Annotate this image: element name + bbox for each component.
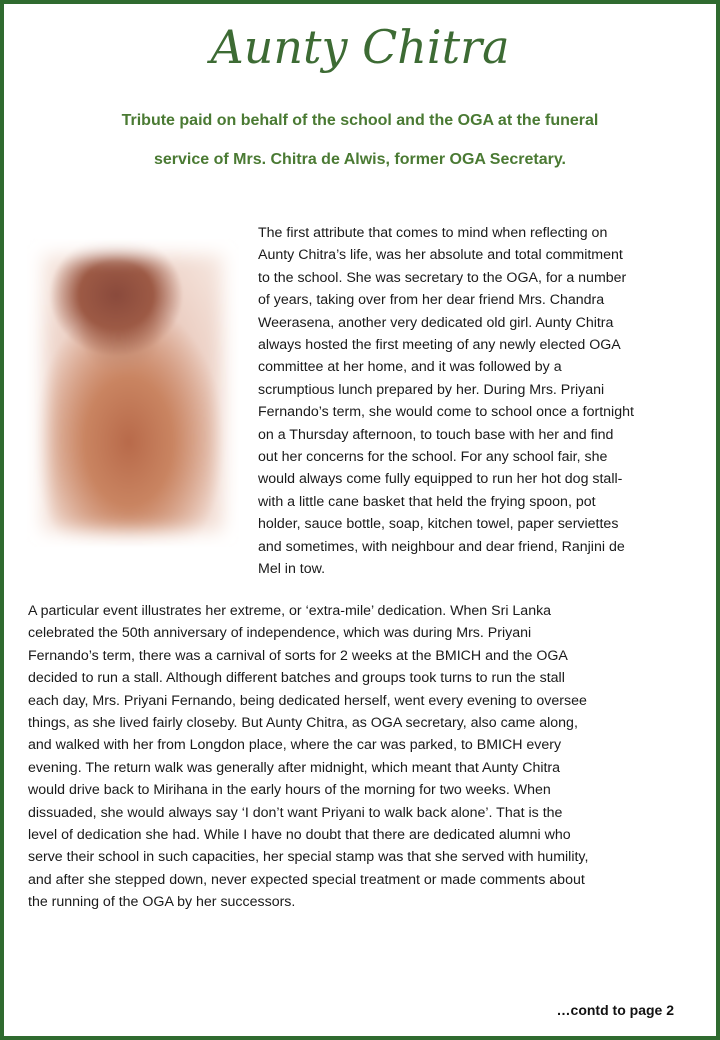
tribute-paragraph-2: A particular event illustrates her extreme, or ‘extra-mile’ dedication. When Sri Lanka celebrated the 50th anniversary of independence, which was during Mrs. Priyani Fernando’s term, there was a carnival of sorts for 2 weeks at the BMICH and the OGA decided to run a stall. Although different batches and groups took turns to run the stall each day, Mrs. Priyani Fernando, being dedicated herself, went every evening to oversee things, as she lived fairly closeby. But Aunty Chitra, as OGA secretary, also came along, and walked with her from Longdon place, where the car was parked, to BMICH every evening. The return walk was generally after midnight, which meant that Aunty Chitra would drive back to Mirihana in the early hours of the morning for two weeks. When dissuaded, she would always say ‘I don’t want Priyani to walk back alone’. That is the level of dedication she had. While I have no doubt that there are dedicated alumni who serve their school in such capacities, her special stamp was that she served with humility, and after she stepped down, never expected special treatment or made comments about the running of the OGA by her successors. <box>28 603 589 911</box>
tribute-paragraph-1: The first attribute that comes to mind when reflecting on Aunty Chitra’s life, was her absolute and total commitment to the school. She was secretary to the OGA, for a number of years, taking over from her dear friend Mrs. Chandra Weerasena, another very dedicated old girl. Aunty Chitra always hosted the first meeting of any newly elected OGA committee at her home, and it was followed by a scrumptious lunch prepared by her. During Mrs. Priyani Fernando’s term, she would come to school once a fortnight on a Thursday afternoon, to touch base with her and find out her concerns for the school. For any school fair, she would always come fully equipped to run her hot dog stall- with a little cane basket that held the frying spoon, pot holder, sauce bottle, soap, kitchen towel, paper serviettes and sometimes, with neighbour and dear friend, Ranjini de Mel in tow. <box>258 225 634 578</box>
subtitle-line-1: Tribute paid on behalf of the school and the OGA at the funeral <box>121 112 599 129</box>
continued-note: …contd to page 2 <box>556 1002 674 1018</box>
portrait-photo <box>28 240 238 546</box>
subtitle-line-2: service of Mrs. Chitra de Alwis, former OGA Secretary. <box>154 151 566 168</box>
page-title: Aunty Chitra <box>210 20 510 74</box>
